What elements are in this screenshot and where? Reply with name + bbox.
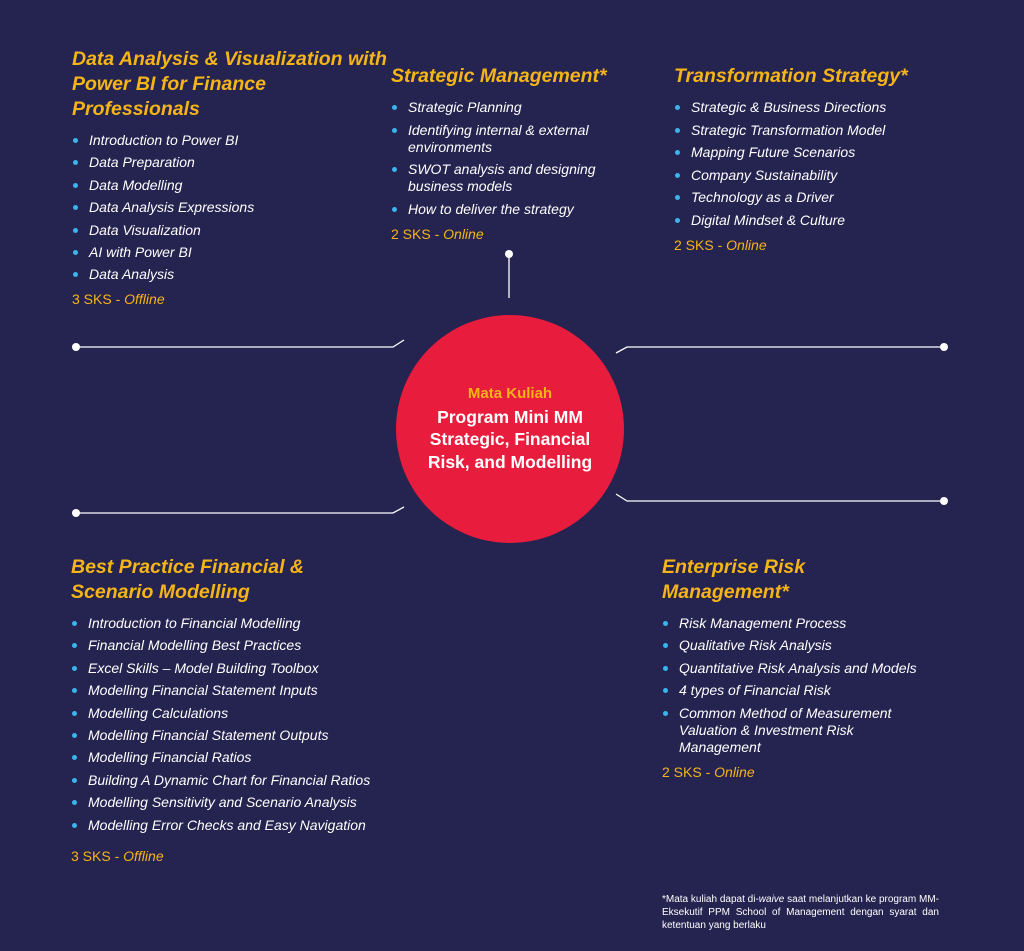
footnote-text-start: *Mata kuliah dapat di- bbox=[662, 894, 759, 905]
footnote-text-end: saat melanjutkan ke program MM-Eksekutif PPM School of Management dengan syarat dan ketentuan yang berlaku bbox=[662, 894, 939, 931]
topic-item: Quantitative Risk Analysis and Models bbox=[662, 660, 937, 677]
connector-dot-left-lower bbox=[72, 509, 80, 517]
topic-item: Mapping Future Scenarios bbox=[674, 144, 974, 161]
topic-item: Identifying internal & external environments bbox=[391, 122, 621, 156]
course-title: Transformation Strategy* bbox=[674, 65, 908, 87]
topic-item: Modelling Calculations bbox=[71, 705, 411, 722]
center-circle bbox=[396, 315, 624, 543]
credit-info bbox=[72, 291, 392, 307]
delivery-mode: Offline bbox=[123, 847, 164, 864]
topic-item: Data Visualization bbox=[72, 222, 392, 239]
connector-dot-left-upper bbox=[72, 343, 80, 351]
credit-info bbox=[674, 237, 974, 253]
credit-info bbox=[71, 848, 411, 864]
topic-item: Strategic Transformation Model bbox=[674, 122, 974, 139]
course-title: Data Analysis & Visualization with Power BI for Finance Professionals bbox=[72, 48, 387, 120]
topic-item: Modelling Financial Ratios bbox=[71, 749, 411, 766]
credit-info bbox=[662, 764, 952, 780]
course-title: Enterprise Risk Management* bbox=[662, 556, 806, 603]
topic-item: How to deliver the strategy bbox=[391, 201, 621, 218]
delivery-mode: Offline bbox=[124, 291, 165, 308]
topic-item: Financial Modelling Best Practices bbox=[71, 637, 411, 654]
course-topic-list bbox=[391, 99, 621, 218]
course-topic-list bbox=[662, 615, 937, 756]
credit-count: 3 SKS - bbox=[71, 847, 124, 864]
credit-count: 2 SKS - bbox=[391, 225, 444, 242]
topic-item: Data Preparation bbox=[72, 154, 392, 171]
center-title: Program Mini MM Strategic, Financial Risk, and Modelling bbox=[427, 406, 593, 472]
topic-item: Common Method of Measurement Valuation & Investment Risk Management bbox=[662, 705, 937, 756]
delivery-mode: Online bbox=[443, 225, 484, 242]
course-data-analysis bbox=[72, 47, 392, 307]
topic-item: Risk Management Process bbox=[662, 615, 937, 632]
course-financial-modelling bbox=[71, 555, 411, 864]
credit-count: 2 SKS - bbox=[662, 763, 715, 780]
topic-item: Data Modelling bbox=[72, 177, 392, 194]
topic-item: Excel Skills – Model Building Toolbox bbox=[71, 660, 411, 677]
connector-dot-right-upper bbox=[940, 343, 948, 351]
topic-item: Data Analysis bbox=[72, 266, 392, 283]
credit-count: 3 SKS - bbox=[72, 291, 125, 308]
topic-item: Building A Dynamic Chart for Financial Ratios bbox=[71, 772, 411, 789]
course-title: Best Practice Financial & Scenario Modelling bbox=[71, 556, 305, 603]
topic-item: Technology as a Driver bbox=[674, 189, 974, 206]
course-title: Strategic Management* bbox=[391, 65, 607, 87]
course-topic-list bbox=[71, 615, 411, 834]
topic-item: Digital Mindset & Culture bbox=[674, 212, 974, 229]
topic-item: Qualitative Risk Analysis bbox=[662, 637, 937, 654]
topic-item: Modelling Sensitivity and Scenario Analysis bbox=[71, 794, 411, 811]
footnote-italic-word: waive bbox=[758, 894, 785, 905]
footnote bbox=[662, 893, 939, 932]
topic-item: 4 types of Financial Risk bbox=[662, 682, 937, 699]
connector-dot-right-lower bbox=[940, 497, 948, 505]
topic-item: Company Sustainability bbox=[674, 167, 974, 184]
topic-item: Strategic Planning bbox=[391, 99, 621, 116]
topic-item: Data Analysis Expressions bbox=[72, 199, 392, 216]
course-topic-list bbox=[674, 99, 974, 229]
course-strategic-management bbox=[391, 64, 651, 242]
topic-item: Strategic & Business Directions bbox=[674, 99, 974, 116]
topic-item: SWOT analysis and designing business models bbox=[391, 161, 621, 195]
course-transformation-strategy bbox=[674, 64, 974, 253]
topic-item: Introduction to Power BI bbox=[72, 132, 392, 149]
topic-item: Modelling Error Checks and Easy Navigation bbox=[71, 817, 411, 834]
center-label: Mata Kuliah bbox=[467, 384, 553, 402]
connector-dot-top bbox=[505, 250, 513, 258]
credit-info bbox=[391, 226, 651, 242]
topic-item: Introduction to Financial Modelling bbox=[71, 615, 411, 632]
course-enterprise-risk-management bbox=[662, 555, 952, 780]
topic-item: AI with Power BI bbox=[72, 244, 392, 261]
delivery-mode: Online bbox=[726, 236, 767, 253]
topic-item: Modelling Financial Statement Outputs bbox=[71, 727, 411, 744]
topic-item: Modelling Financial Statement Inputs bbox=[71, 682, 411, 699]
credit-count: 2 SKS - bbox=[674, 236, 727, 253]
course-topic-list bbox=[72, 132, 392, 283]
delivery-mode: Online bbox=[714, 763, 755, 780]
